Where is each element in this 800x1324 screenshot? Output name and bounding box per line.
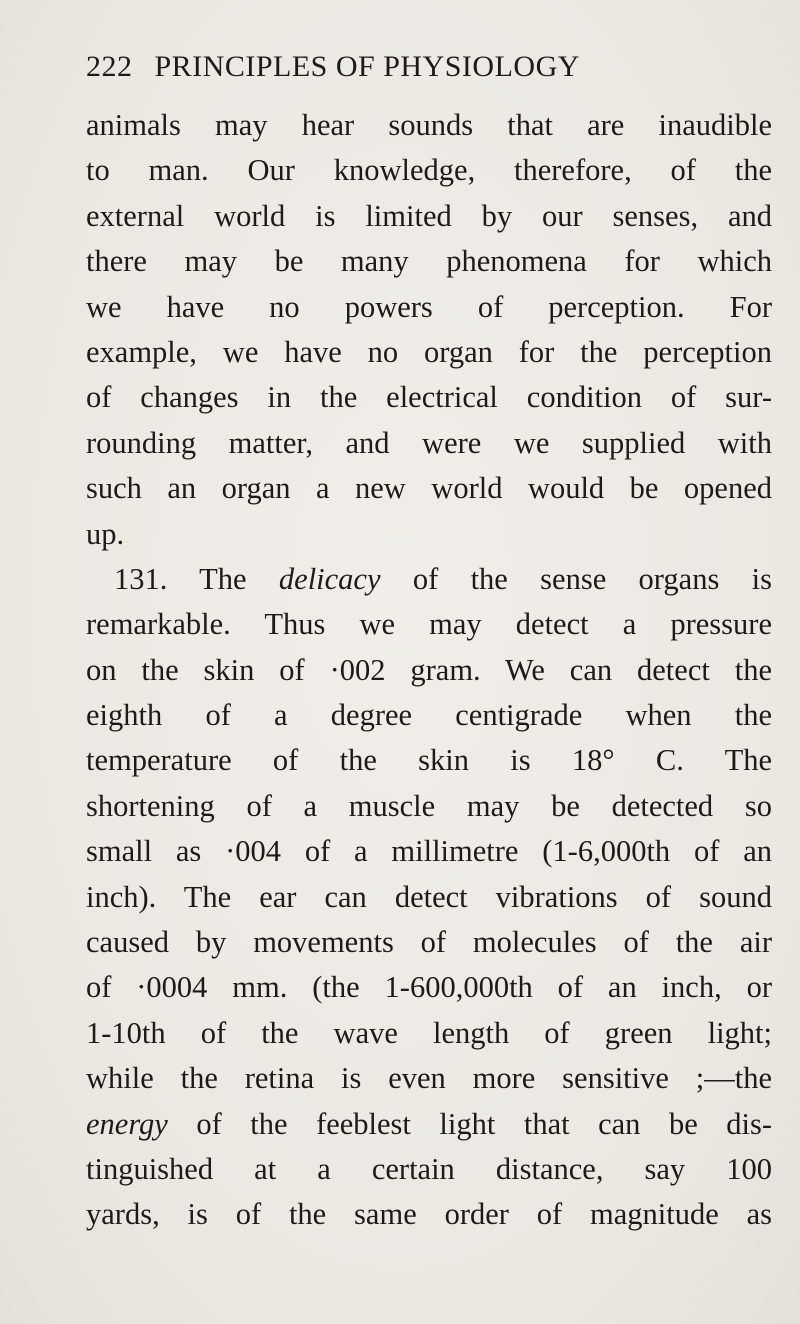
text-line <box>86 1147 772 1192</box>
text-segment: to man. Our knowledge, therefore, of the <box>86 153 772 188</box>
text-segment: while the retina is even more sensitive ;—the <box>86 1061 772 1096</box>
italic-term: energy <box>86 1106 168 1141</box>
text-segment: caused by movements of molecules of the air <box>86 925 772 960</box>
text-segment: 1-10th of the wave length of green light; <box>86 1015 772 1050</box>
text-segment: of the feeblest light that can be dis- <box>167 1106 772 1141</box>
text-segment: inch). The ear can detect vibrations of sound <box>86 879 772 914</box>
text-line <box>86 1102 772 1147</box>
text-segment: shortening of a muscle may be detected so <box>86 788 772 823</box>
text-segment: there may be many phenomena for which <box>86 244 772 279</box>
text-line <box>86 784 772 829</box>
text-line <box>86 239 772 284</box>
text-line <box>86 829 772 874</box>
text-line <box>86 875 772 920</box>
text-segment: of ·0004 mm. (the 1-600,000th of an inch, or <box>86 970 772 1005</box>
text-line <box>86 148 772 193</box>
text-segment: 131. The <box>114 561 279 596</box>
text-segment: small as ·004 of a millimetre (1-6,000th of an <box>86 834 772 869</box>
text-line <box>86 693 772 738</box>
body-text <box>86 103 772 1238</box>
text-line <box>86 103 772 148</box>
text-segment: rounding matter, and were we supplied with <box>86 425 772 460</box>
text-line <box>86 738 772 783</box>
text-segment: remarkable. Thus we may detect a pressure <box>86 607 772 642</box>
text-line <box>86 1011 772 1056</box>
page-number: 222 <box>86 50 133 83</box>
text-line <box>86 602 772 647</box>
text-segment: of changes in the electrical condition of sur- <box>86 380 772 415</box>
text-segment: external world is limited by our senses, and <box>86 198 772 233</box>
text-line <box>86 512 772 557</box>
text-segment: yards, is of the same order of magnitude as <box>86 1197 772 1232</box>
text-line <box>86 285 772 330</box>
text-line <box>86 466 772 511</box>
text-segment: tinguished at a certain distance, say 100 <box>86 1151 772 1186</box>
text-line <box>86 375 772 420</box>
text-line <box>86 648 772 693</box>
text-line <box>86 421 772 466</box>
text-segment: on the skin of ·002 gram. We can detect the <box>86 652 772 687</box>
text-segment: of the sense organs is <box>380 561 772 596</box>
text-line <box>86 920 772 965</box>
text-segment: we have no powers of perception. For <box>86 289 772 324</box>
text-line <box>86 1192 772 1237</box>
text-segment: example, we have no organ for the perception <box>86 334 772 369</box>
text-segment: animals may hear sounds that are inaudible <box>86 108 772 142</box>
text-segment: up. <box>86 516 125 551</box>
text-line <box>86 557 772 602</box>
italic-term: delicacy <box>278 561 381 596</box>
text-segment: such an organ a new world would be opened <box>86 471 772 506</box>
text-line <box>86 1056 772 1101</box>
text-line <box>86 965 772 1010</box>
running-head <box>86 50 726 84</box>
text-segment: eighth of a degree centigrade when the <box>86 698 772 733</box>
text-line <box>86 330 772 375</box>
running-title: PRINCIPLES OF PHYSIOLOGY <box>154 50 580 83</box>
text-line <box>86 194 772 239</box>
text-segment: temperature of the skin is 18° C. The <box>86 743 772 778</box>
